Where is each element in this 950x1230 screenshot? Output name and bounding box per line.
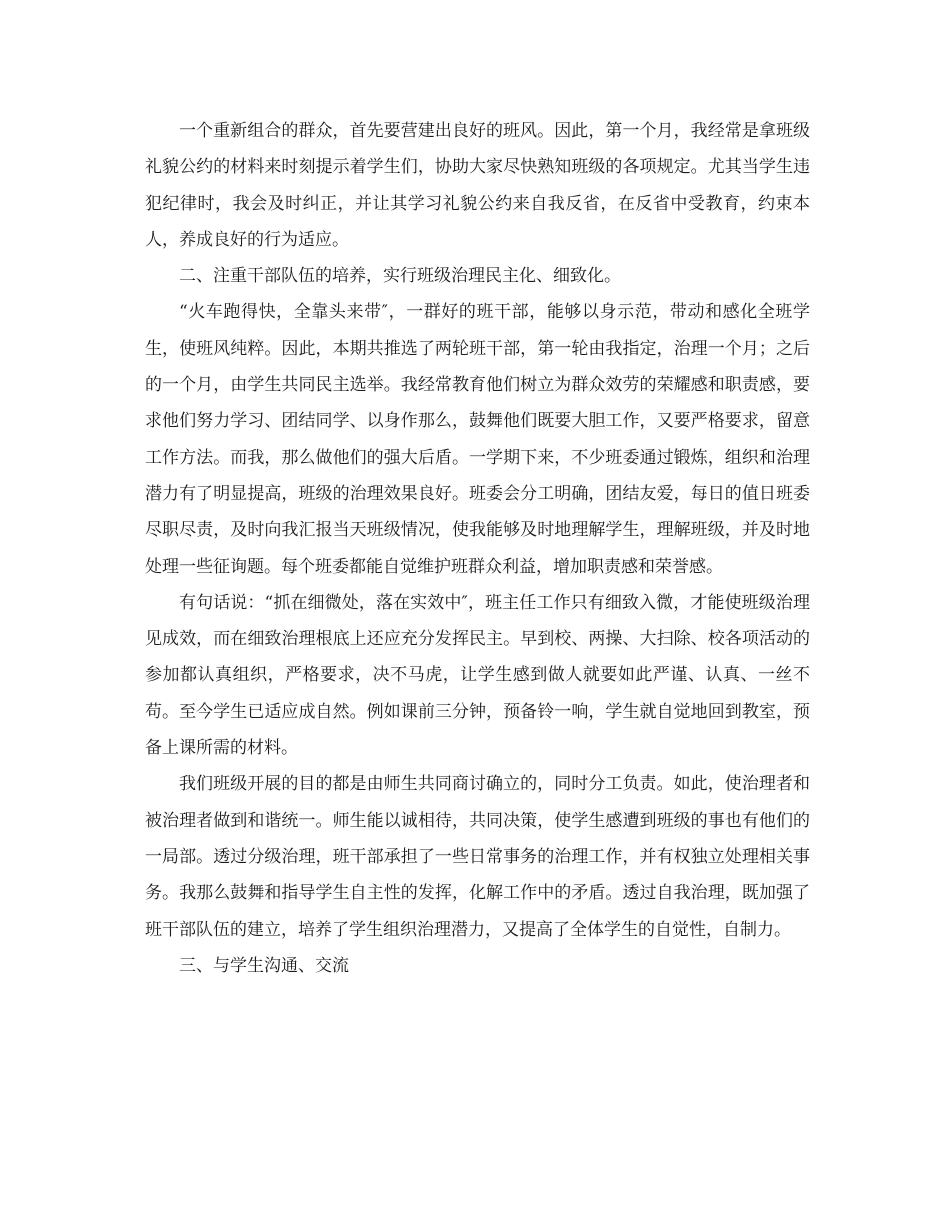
section-heading-communication: 三、与学生沟通、交流 — [179, 955, 349, 976]
section-heading-cadre-training: 二、注重干部队伍的培养，实行班级治理民主化、细致化。 — [179, 266, 621, 287]
paragraph-class-cadres: “火车跑得快，全靠头来带″，一群好的班干部，能够以身示范，带动和感化全班学生，使班风纯粹。因此，本期共推选了两轮班干部，第一轮由我指定，治理一个月；之后的一个月，由学生共同民主选举。我经常教育他们树立为群众效劳的荣耀感和职责感，要求他们努力学习、团结同学、以身作那么，鼓舞他们既要大胆工作，又要严格要求，留意工作方法。而我，那么做他们的强大后盾。一学期下来，不少班委通过锻炼，组织和治理潜力有了明显提高，班级的治理效果良好。班委会分工明确，团结友爱，每日的值日班委尽职尽责，及时向我汇报当天班级情况，使我能够及时地理解学生，理解班级，并及时地处理一些征询题。每个班委都能自觉维护班群众利益，增加职责感和荣誉感。 — [145, 302, 810, 577]
document-page — [145, 113, 810, 984]
paragraph-class-atmosphere: 一个重新组合的群众，首先要营建出良好的班风。因此，第一个月，我经常是拿班级礼貌公约的材料来时刻提示着学生们，协助大家尽快熟知班级的各项规定。尤其当学生违犯纪律时，我会及时纠正，并让其学习礼貌公约来自我反省，在反省中受教育，约束本人，养成良好的行为适应。 — [145, 121, 810, 250]
paragraph-shared-goals: 我们班级开展的目的都是由师生共同商讨确立的，同时分工负责。如此，使治理者和被治理者做到和谐统一。师生能以诚相待，共同决策，使学生感遭到班级的事也有他们的一局部。透过分级治理，班干部承担了一些日常事务的治理工作，并有权独立处理相关事务。我那么鼓舞和指导学生自主性的发挥，化解工作中的矛盾。透过自我治理，既加强了班干部队伍的建立，培养了学生组织治理潜力，又提高了全体学生的自觉性，自制力。 — [145, 774, 810, 940]
paragraph-detailed-management: 有句话说：“抓在细微处，落在实效中″，班主任工作只有细致入微，才能使班级治理见成效，而在细致治理根底上还应充分发挥民主。早到校、两操、大扫除、校各项活动的参加都认真组织，严格要求，决不马虎，让学生感到做人就要如此严谨、认真、一丝不苟。至今学生已适应成自然。例如课前三分钟，预备铃一响，学生就自觉地回到教室，预备上课所需的材料。 — [145, 592, 810, 759]
